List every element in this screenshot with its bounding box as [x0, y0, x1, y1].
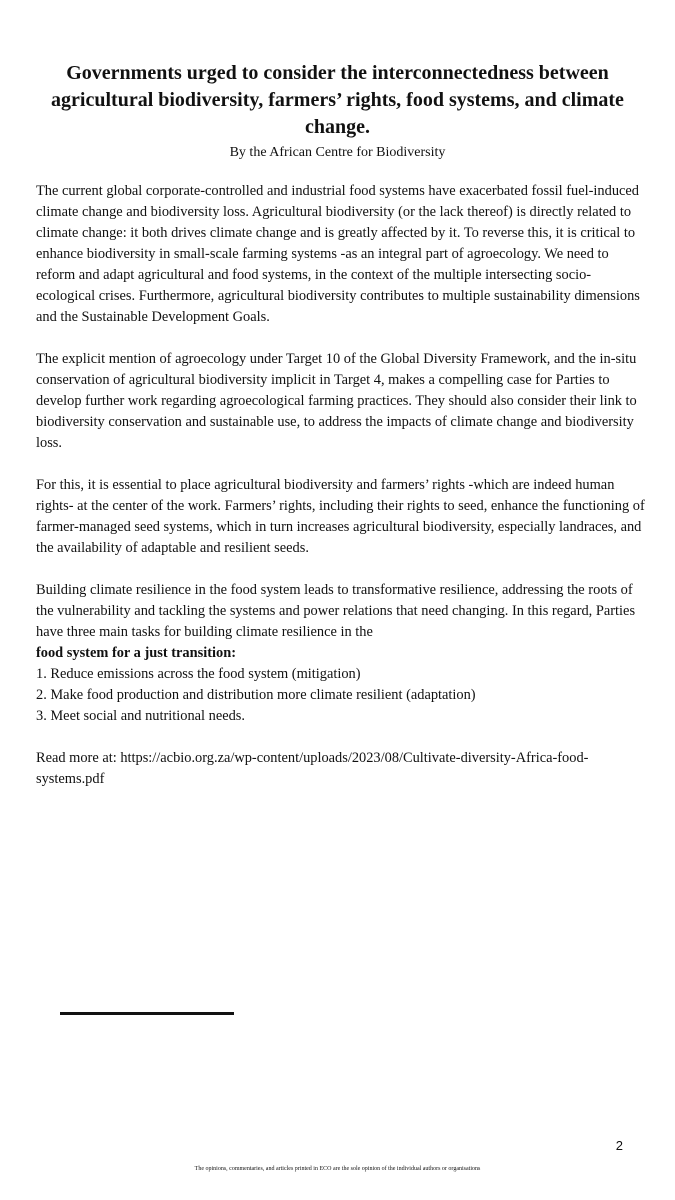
footnote-divider [60, 1012, 234, 1015]
read-more-link[interactable]: Read more at: https://acbio.org.za/wp-content/uploads/2023/08/Cultivate-diversity-Africa-food-systems.pdf [36, 750, 589, 787]
paragraph-4: Building climate resilience in the food system leads to transformative resilience, addressing the roots of the vulnerability and tackling the systems and power relations that need changing. In this regard, Parties have three main tasks for building climate resilience in the [36, 582, 636, 640]
page-number: 2 [615, 1138, 623, 1153]
list-item: 3. Meet social and nutritional needs. [36, 708, 246, 724]
task-list [36, 664, 648, 727]
footer-disclaimer: The opinions, commentaries, and articles printed in ECO are the sole opinion of the individual authors or organisations [194, 1166, 481, 1172]
list-item: 1. Reduce emissions across the food system (mitigation) [36, 666, 361, 682]
paragraph-3: For this, it is essential to place agricultural biodiversity and farmers’ rights -which are indeed human rights- at the center of the work. Farmers’ rights, including their rights to seed, enhance the functioning of farmer-managed seed systems, which in turn increases agricultural biodiversity, especially landraces, and the availability of adaptable and resilient seeds. [36, 477, 645, 556]
paragraph-1: The current global corporate-controlled and industrial food systems have exacerbated fossil fuel-induced climate change and biodiversity loss. Agricultural biodiversity (or the lack thereof) is directly related to climate change: it both drives climate change and is greatly affected by it. To reverse this, it is critical to enhance biodiversity in small-scale farming systems -as an integral part of agroecology. We need to reform and adapt agricultural and food systems, in the context of the multiple intersecting socio-ecological crises. Furthermore, agricultural biodiversity contributes to multiple sustainability dimensions and the Sustainable Development Goals. [36, 183, 640, 325]
article-body [36, 181, 648, 811]
article-title: Governments urged to consider the interconnectedness between agricultural biodiversity, farmers’ rights, food systems, and climate change. [51, 62, 624, 138]
paragraph-2: The explicit mention of agroecology under Target 10 of the Global Diversity Framework, and the in-situ conservation of agricultural biodiversity implicit in Target 4, makes a compelling case for Parties to develop further work regarding agroecological farming practices. They should also consider their link to biodiversity conservation and sustainable use, to address the impacts of climate change and biodiversity loss. [36, 351, 637, 451]
list-item: 2. Make food production and distribution more climate resilient (adaptation) [36, 687, 476, 703]
article-byline: By the African Centre for Biodiversity [229, 145, 446, 160]
bold-lead: food system for a just transition: [36, 645, 236, 661]
